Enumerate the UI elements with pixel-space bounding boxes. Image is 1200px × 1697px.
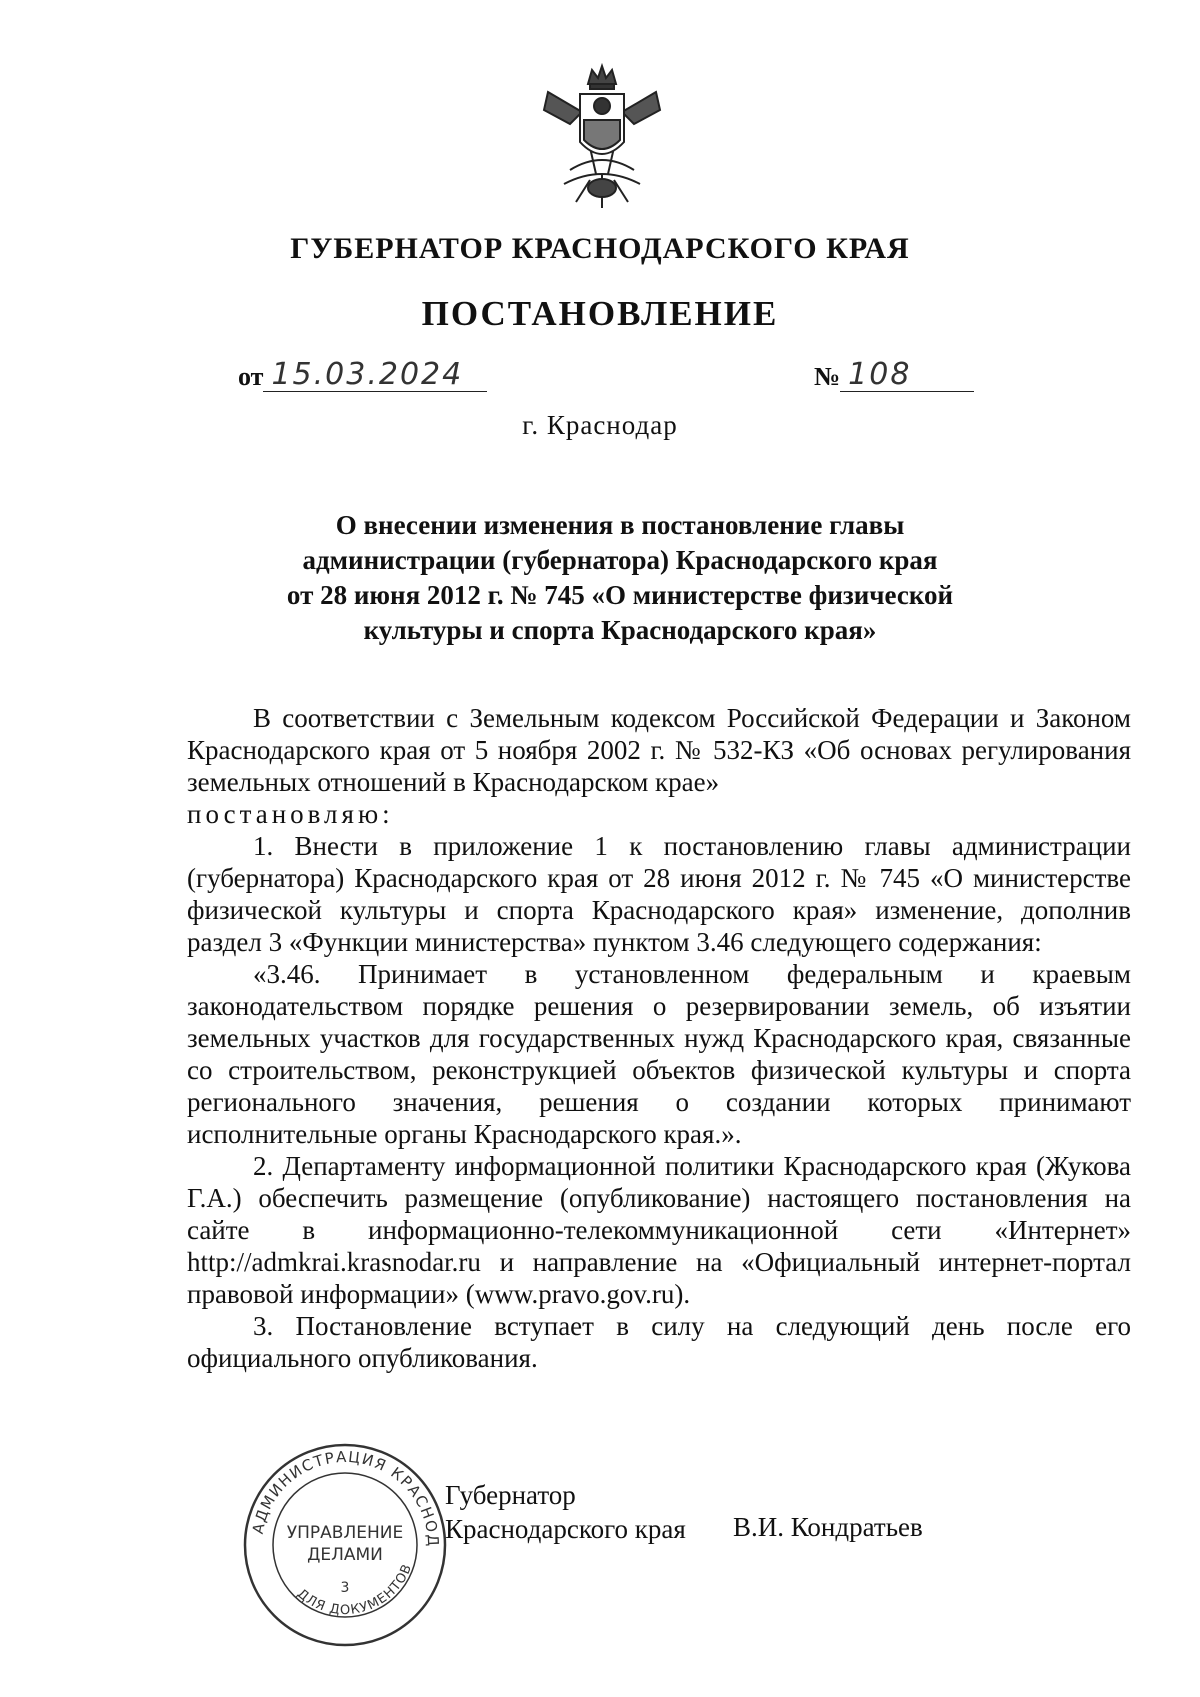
title-line: администрации (губернатора) Краснодарского края (302, 545, 938, 575)
document-date: 15.03.2024 (263, 358, 487, 392)
issuing-authority: ГУБЕРНАТОР КРАСНОДАРСКОГО КРАЯ (290, 232, 910, 265)
signer-position: Краснодарского края (445, 1514, 686, 1544)
city: г. Краснодар (522, 410, 678, 440)
signer-name: В.И. Кондратьев (733, 1512, 923, 1542)
preamble: В соответствии с Земельным кодексом Российской Федерации и Законом Краснодарского края от 5 ноября 2002 г. № 532-КЗ «Об основах регулирования земельных отношений в Краснодарском крае» (187, 703, 1131, 797)
svg-text:ДЛЯ ДОКУМЕНТОВ: ДЛЯ ДОКУМЕНТОВ (294, 1561, 416, 1619)
decree-word: постановляю: (187, 799, 394, 829)
date-line (238, 358, 487, 392)
document-type: ПОСТАНОВЛЕНИЕ (421, 294, 779, 333)
document-title (250, 508, 990, 648)
title-line: от 28 июня 2012 г. № 745 «О министерстве физической (286, 580, 954, 610)
number-line (814, 358, 974, 392)
document-number: 108 (840, 358, 974, 392)
svg-text:3: 3 (340, 1580, 350, 1596)
number-prefix: № (814, 362, 841, 391)
document-body (187, 702, 1131, 1374)
item-2: 2. Департаменту информационной политики Краснодарского края (Жукова Г.А.) обеспечить размещение (опубликование) настоящего постановления на сайте в информационно-телекоммуникационной сети «Интернет» http://admkrai.krasnodar.ru и направление на «Официальный интернет-портал правовой информации» (www.pravo.gov.ru). (187, 1151, 1131, 1309)
item-1: 1. Внести в приложение 1 к постановлению главы администрации (губернатора) Краснодарского края от 28 июня 2012 г. № 745 «О министерстве физической культуры и спорта Краснодарского края» изменение, дополнив раздел 3 «Функции министерства» пунктом 3.46 следующего содержания: (187, 831, 1131, 957)
item-3: 3. Постановление вступает в силу на следующий день после его официального опубликования. (187, 1311, 1131, 1373)
signer-position: Губернатор (445, 1480, 576, 1510)
title-line: О внесении изменения в постановление главы (335, 510, 905, 540)
item-1-quote: «3.46. Принимает в установленном федеральным и краевым законодательством порядке решения о резервировании земель, об изъятии земельных участков для государственных нужд Краснодарского края, связанные со строительством, реконструкцией объектов физической культуры и спорта регионального значения, решения о создании которых принимают исполнительные органы Краснодарского края.». (187, 959, 1131, 1149)
signature-block (445, 1478, 686, 1546)
coat-of-arms-icon (540, 62, 664, 212)
svg-text:АДМИНИСТРАЦИЯ КРАСНОДАРСКОГО К: АДМИНИСТРАЦИЯ КРАСНОД (248, 1447, 443, 1548)
date-prefix: от (238, 362, 264, 391)
svg-text:УПРАВЛЕНИЕ: УПРАВЛЕНИЕ (286, 1523, 404, 1543)
title-line: культуры и спорта Краснодарского края» (363, 615, 877, 645)
svg-text:ДЕЛАМИ: ДЕЛАМИ (307, 1545, 383, 1565)
official-seal-stamp (240, 1440, 450, 1650)
